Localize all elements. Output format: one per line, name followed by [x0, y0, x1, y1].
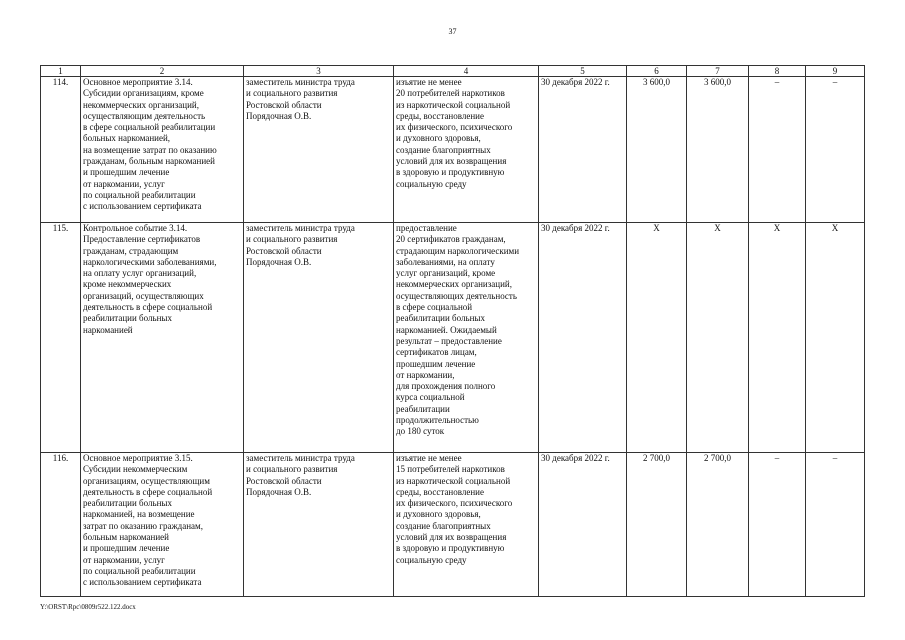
- page-number: 37: [448, 27, 457, 36]
- responsible-person: заместитель министра труда и социального развития Ростовской области Порядочная О.В.: [244, 77, 394, 223]
- measure-name: Основное мероприятие 3.14. Субсидии организациям, кроме некоммерческих организаций, осуществляющим деятельность в сфере социальной реабилитации больных наркоманией, на возмещение затрат по оказанию гражданам, больным наркоманией и прошедшим лечение от наркомании, услуг по социальной реабилитации с использованием сертификата: [81, 77, 244, 223]
- table-row: [41, 453, 865, 597]
- amount-cell: Х: [806, 223, 865, 453]
- responsible-person: заместитель министра труда и социального развития Ростовской области Порядочная О.В.: [244, 223, 394, 453]
- amount-cell: 2 700,0: [687, 453, 749, 597]
- amount-cell: –: [749, 453, 806, 597]
- amount-cell: Х: [627, 223, 687, 453]
- amount-cell: 3 600,0: [627, 77, 687, 223]
- amount-cell: Х: [749, 223, 806, 453]
- measure-name: Основное мероприятие 3.15. Субсидии некоммерческим организациям, осуществляющим деятельность в сфере социальной реабилитации больных наркоманией, на возмещение затрат по оказанию гражданам, больным наркоманией и прошедшим лечение от наркомании, услуг по социальной реабилитации с использованием сертификата: [81, 453, 244, 597]
- file-path-footer: Y:\ORST\Rpc\0809r522.122.docx: [40, 603, 136, 611]
- amount-cell: Х: [687, 223, 749, 453]
- expected-result: предоставление 20 сертификатов гражданам, страдающим наркологическими заболеваниями, на оплату услуг организаций, кроме некоммерческих организаций, осуществляющих деятельность в сфере социальной реабилитации больных наркоманией. Ожидаемый результат – предоставление сертификатов лицам, прошедшим лечение от наркомании, для прохождения полного курса социальной реабилитации продолжительностью до 180 суток: [394, 223, 539, 453]
- row-number: 114.: [41, 77, 81, 223]
- amount-cell: –: [806, 453, 865, 597]
- responsible-person: заместитель министра труда и социального развития Ростовской области Порядочная О.В.: [244, 453, 394, 597]
- header-cell: 6: [627, 66, 687, 77]
- row-number: 115.: [41, 223, 81, 453]
- header-cell: 2: [81, 66, 244, 77]
- header-cell: 5: [539, 66, 627, 77]
- measures-table: [40, 65, 865, 597]
- header-cell: 3: [244, 66, 394, 77]
- amount-cell: 3 600,0: [687, 77, 749, 223]
- expected-result: изъятие не менее 20 потребителей наркотиков из наркотической социальной среды, восстановление их физического, психического и духовного здоровья, создание благоприятных условий для их возвращения в здоровую и продуктивную социальную среду: [394, 77, 539, 223]
- amount-cell: –: [806, 77, 865, 223]
- deadline-date: 30 декабря 2022 г.: [539, 453, 627, 597]
- table-row: [41, 77, 865, 223]
- amount-cell: –: [749, 77, 806, 223]
- amount-cell: 2 700,0: [627, 453, 687, 597]
- row-number: 116.: [41, 453, 81, 597]
- measure-name: Контрольное событие 3.14. Предоставление сертификатов гражданам, страдающим наркологическими заболеваниями, на оплату услуг организаций, кроме некоммерческих организаций, осуществляющих деятельность в сфере социальной реабилитации больных наркоманией: [81, 223, 244, 453]
- column-number-row: [41, 66, 865, 77]
- header-cell: 9: [806, 66, 865, 77]
- expected-result: изъятие не менее 15 потребителей наркотиков из наркотической социальной среды, восстановление их физического, психического и духовного здоровья, создание благоприятных условий для их возвращения в здоровую и продуктивную социальную среду: [394, 453, 539, 597]
- header-cell: 7: [687, 66, 749, 77]
- table-row: [41, 223, 865, 453]
- header-cell: 8: [749, 66, 806, 77]
- deadline-date: 30 декабря 2022 г.: [539, 223, 627, 453]
- header-cell: 4: [394, 66, 539, 77]
- header-cell: 1: [41, 66, 81, 77]
- deadline-date: 30 декабря 2022 г.: [539, 77, 627, 223]
